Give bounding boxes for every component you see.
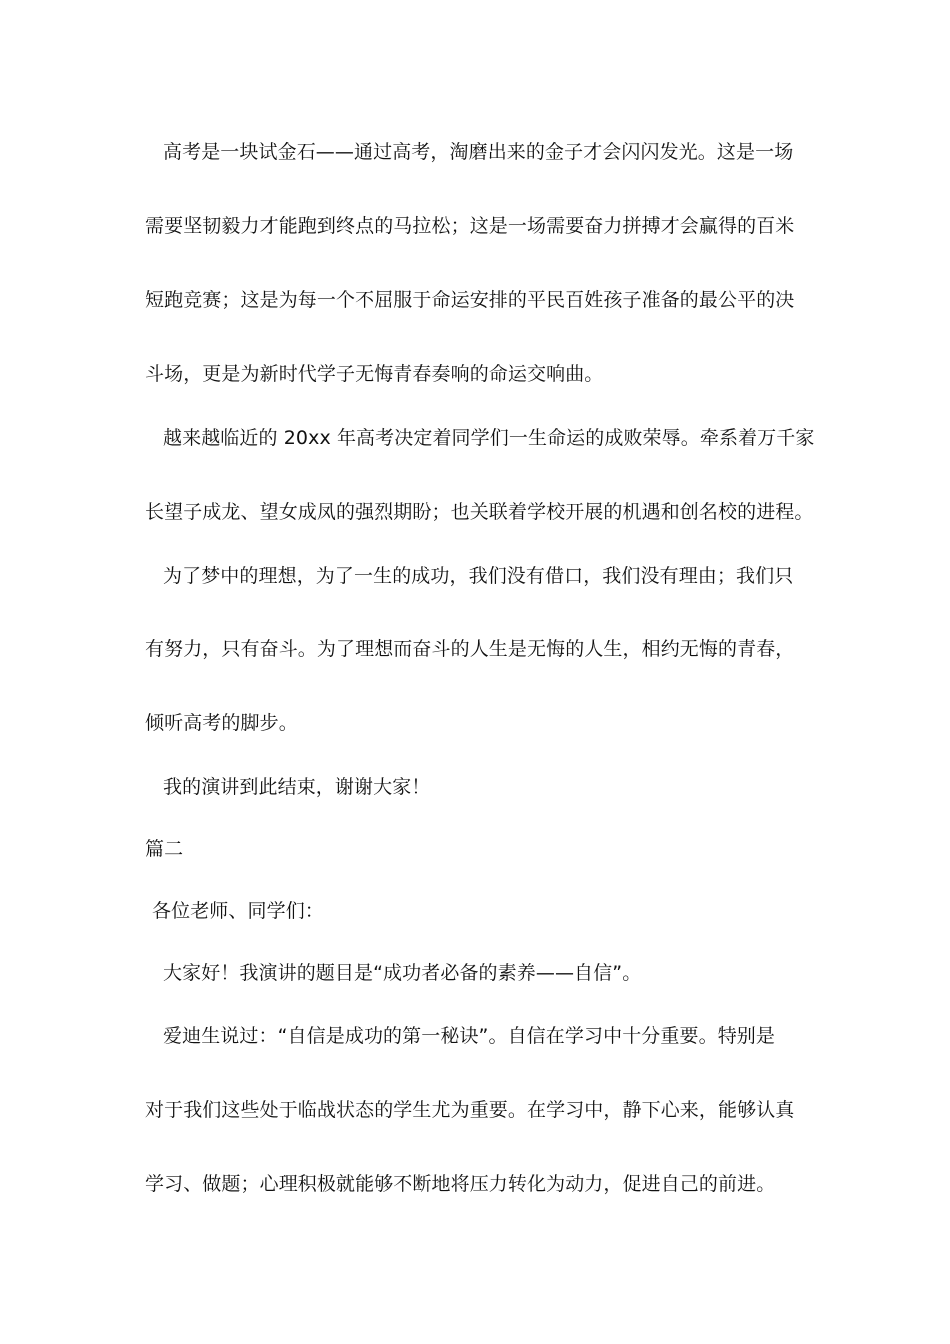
paragraph-1-line-3: 短跑竞赛；这是为每一个不屈服于命运安排的平民百姓孩子准备的最公平的决 xyxy=(145,289,795,311)
salutation: 各位老师、同学们： xyxy=(152,900,324,922)
paragraph-4-line-3: 学习、做题；心理积极就能够不断地将压力转化为动力，促进自己的前进。 xyxy=(145,1173,776,1195)
paragraph-2-line-1: 越来越临近的 20xx 年高考决定着同学们一生命运的成败荣辱。牵系着万千家 xyxy=(163,427,815,449)
paragraph-4-line-1: 爱迪生说过：“自信是成功的第一秘诀”。自信在学习中十分重要。特别是 xyxy=(163,1025,775,1047)
paragraph-1-line-2: 需要坚韧毅力才能跑到终点的马拉松；这是一场需要奋力拼搏才会赢得的百米 xyxy=(145,215,795,237)
paragraph-3-line-1: 为了梦中的理想，为了一生的成功，我们没有借口，我们没有理由；我们只 xyxy=(163,565,794,587)
section-heading: 篇二 xyxy=(145,838,184,860)
paragraph-2-line-2: 长望子成龙、望女成凤的强烈期盼；也关联着学校开展的机遇和创名校的进程。 xyxy=(145,501,814,523)
greeting-line: 大家好！我演讲的题目是“成功者必备的素养——自信”。 xyxy=(163,962,642,984)
closing-line: 我的演讲到此结束，谢谢大家！ xyxy=(163,776,431,798)
paragraph-4-line-2: 对于我们这些处于临战状态的学生尤为重要。在学习中，静下心来，能够认真 xyxy=(145,1099,795,1121)
paragraph-1-line-4: 斗场，更是为新时代学子无悔青春奏响的命运交响曲。 xyxy=(145,363,604,385)
paragraph-1-line-1: 高考是一块试金石——通过高考，淘磨出来的金子才会闪闪发光。这是一场 xyxy=(163,141,794,163)
paragraph-3-line-2: 有努力，只有奋斗。为了理想而奋斗的人生是无悔的人生，相约无悔的青春， xyxy=(145,638,795,660)
paragraph-3-line-3: 倾听高考的脚步。 xyxy=(145,712,298,734)
